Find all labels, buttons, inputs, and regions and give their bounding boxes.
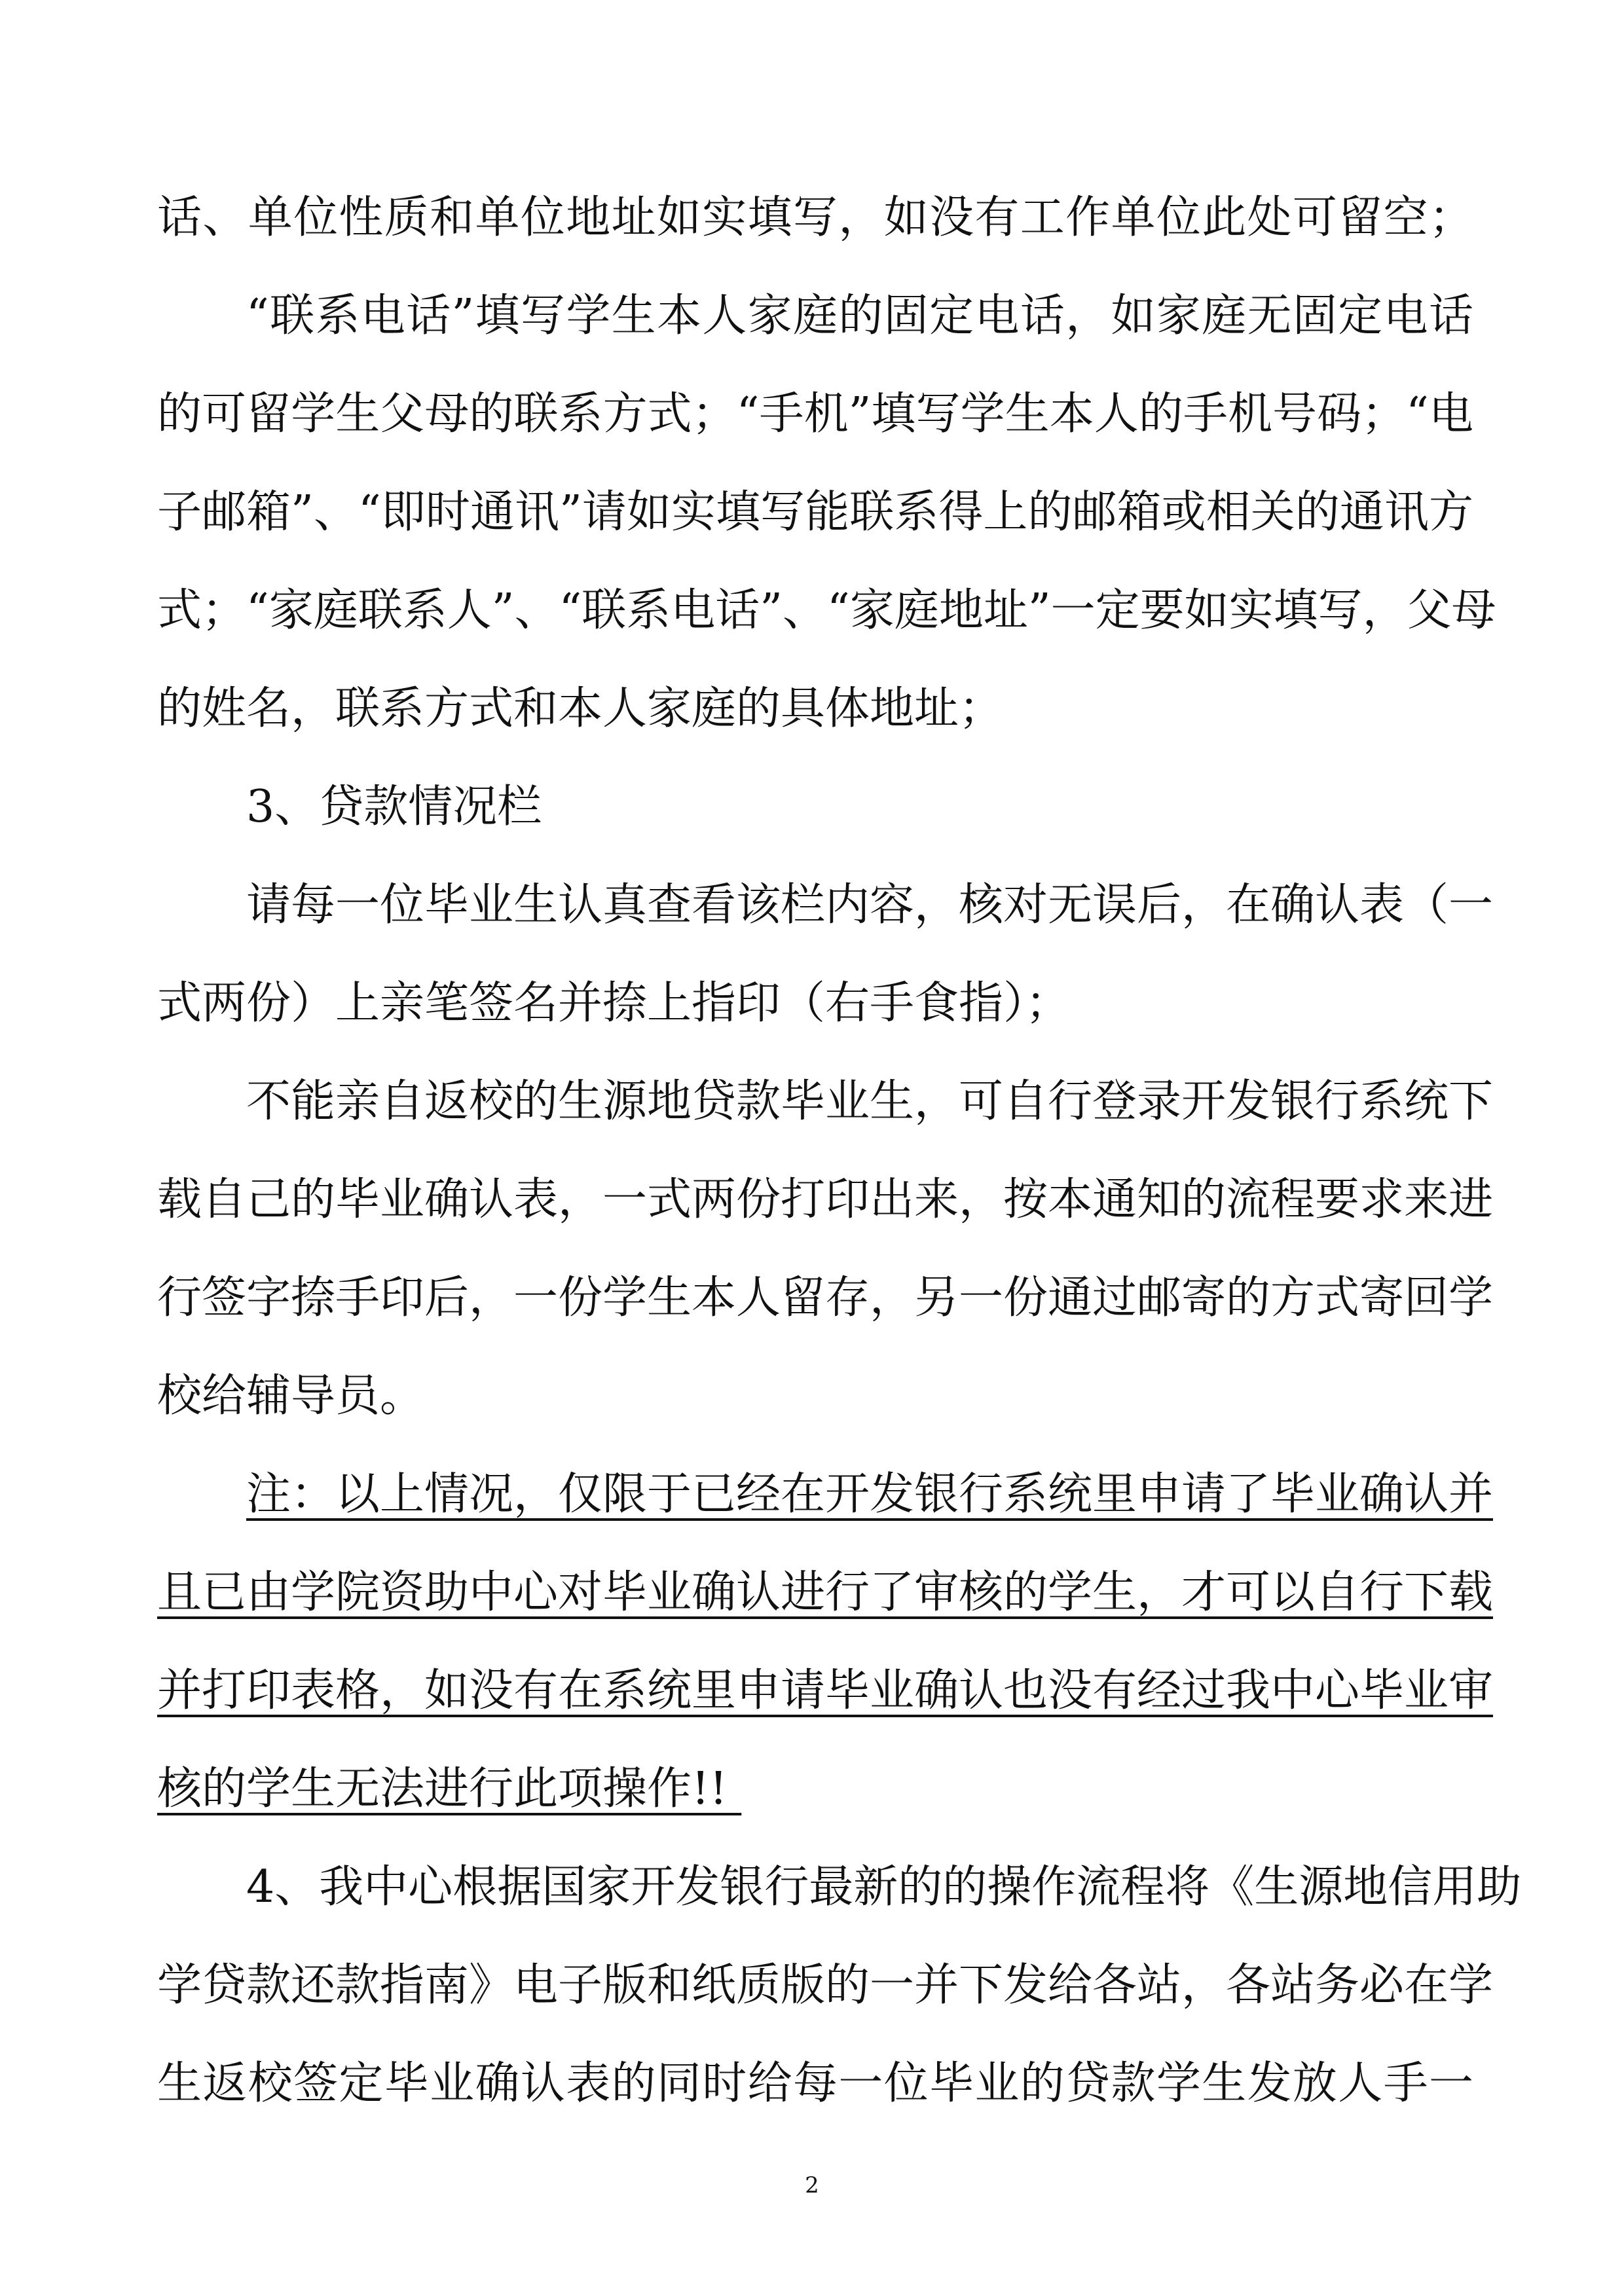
note-line-4: 核的学生无法进行此项操作!! — [157, 1763, 742, 1815]
paragraph-line-18: 4、我中心根据国家开发银行最新的的操作流程将《生源地信用助 — [246, 1861, 1522, 1913]
paragraph-line-6: 的姓名，联系方式和本人家庭的具体地址； — [157, 683, 1004, 735]
note-line-2: 且已由学院资助中心对毕业确认进行了审核的学生，才可以自行下载 — [157, 1567, 1494, 1618]
paragraph-line-20: 生返校签定毕业确认表的同时给每一位毕业的贷款学生发放人手一 — [157, 2058, 1473, 2109]
section-heading-loan: 3、贷款情况栏 — [246, 781, 542, 833]
paragraph-line-4: 子邮箱”、“即时通讯”请如实填写能联系得上的邮箱或相关的通讯方 — [157, 486, 1473, 538]
paragraph-line-10: 不能亲自返校的生源地贷款毕业生，可自行登录开发银行系统下 — [246, 1076, 1494, 1127]
paragraph-line-1: 话、单位性质和单位地址如实填写，如没有工作单位此处可留空； — [157, 192, 1473, 244]
paragraph-line-3: 的可留学生父母的联系方式；“手机”填写学生本人的手机号码；“电 — [157, 388, 1473, 440]
paragraph-line-13: 校给辅导员。 — [157, 1370, 425, 1422]
paragraph-line-8: 请每一位毕业生认真查看该栏内容，核对无误后，在确认表（一 — [246, 879, 1494, 931]
note-line-1: 注：以上情况，仅限于已经在开发银行系统里申请了毕业确认并 — [246, 1468, 1494, 1520]
paragraph-line-2: “联系电话”填写学生本人家庭的固定电话，如家庭无固定电话 — [246, 290, 1473, 342]
page-number: 2 — [805, 2172, 819, 2198]
paragraph-line-11: 载自己的毕业确认表，一式两份打印出来，按本通知的流程要求来进 — [157, 1174, 1494, 1226]
paragraph-line-19: 学贷款还款指南》电子版和纸质版的一并下发给各站，各站务必在学 — [157, 1959, 1494, 2011]
paragraph-line-12: 行签字捺手印后，一份学生本人留存，另一份通过邮寄的方式寄回学 — [157, 1272, 1494, 1324]
paragraph-line-9: 式两份）上亲笔签名并捺上指印（右手食指）； — [157, 977, 1071, 1029]
note-line-3: 并打印表格，如没有在系统里申请毕业确认也没有经过我中心毕业审 — [157, 1665, 1494, 1717]
paragraph-line-5: 式；“家庭联系人”、“联系电话”、“家庭地址”一定要如实填写，父母 — [157, 585, 1496, 636]
